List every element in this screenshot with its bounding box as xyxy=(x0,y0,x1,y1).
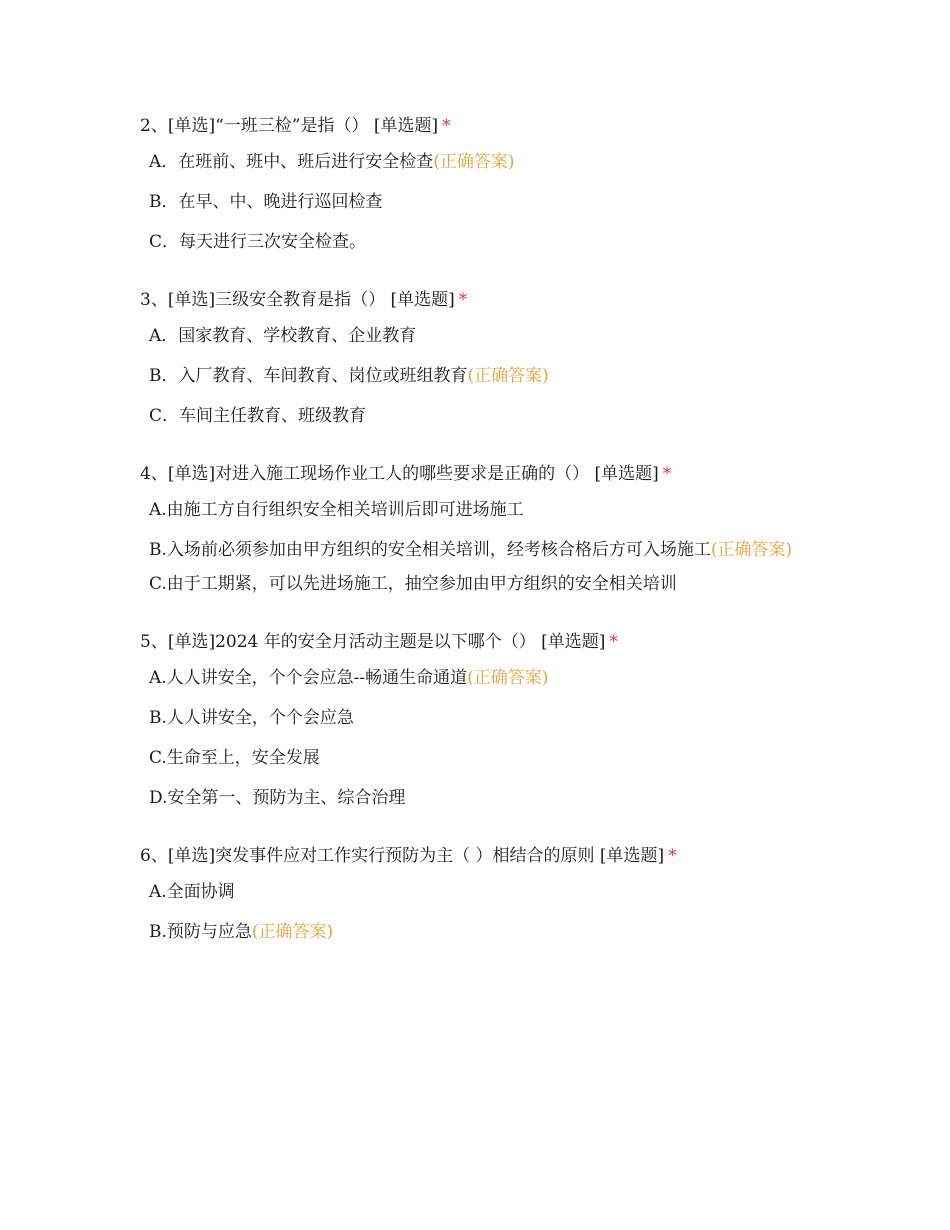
option-d xyxy=(149,785,800,811)
option-a xyxy=(149,879,800,905)
question-4 xyxy=(140,460,800,597)
required-marker: * xyxy=(458,290,468,310)
required-marker: * xyxy=(668,846,677,866)
question-2 xyxy=(140,112,800,255)
options-list xyxy=(140,149,800,255)
options-list xyxy=(140,665,800,811)
correct-answer-tag: (正确答案) xyxy=(710,540,793,560)
option-text: D.安全第一、预防为主、综合治理 xyxy=(149,788,406,808)
question-title-text: 3、[单选]三级安全教育是指（） [单选题] xyxy=(140,290,455,310)
required-marker: * xyxy=(662,464,672,484)
question-title-text: 5、[单选]2024 年的安全月活动主题是以下哪个（） [单选题] xyxy=(140,632,606,652)
option-text: C．车间主任教育、班级教育 xyxy=(149,406,367,426)
option-text: B.人人讲安全，个个会应急 xyxy=(149,708,354,728)
required-marker: * xyxy=(609,632,618,652)
option-c xyxy=(149,571,800,597)
option-text: C．每天进行三次安全检查。 xyxy=(149,232,367,252)
question-title-text: 6、[单选]突发事件应对工作实行预防为主（ ）相结合的原则 [单选题] xyxy=(140,846,665,866)
option-a xyxy=(149,149,800,175)
question-6 xyxy=(140,842,800,945)
option-a xyxy=(149,323,800,349)
question-title xyxy=(140,286,800,314)
correct-answer-tag: (正确答案) xyxy=(467,668,549,688)
correct-answer-tag: (正确答案) xyxy=(251,922,334,942)
option-text: A.人人讲安全，个个会应急--畅通生命通道 xyxy=(149,668,468,688)
option-a xyxy=(149,665,800,691)
option-b xyxy=(149,919,800,945)
option-text: B．在早、中、晚进行巡回检查 xyxy=(149,192,383,212)
correct-answer-tag: (正确答案) xyxy=(467,366,549,386)
option-c xyxy=(149,403,800,429)
option-b xyxy=(149,363,800,389)
option-b xyxy=(149,537,800,563)
option-text: B．入厂教育、车间教育、岗位或班组教育 xyxy=(149,366,468,386)
option-text: B.预防与应急 xyxy=(149,922,252,942)
question-title-text: 2、[单选]“一班三检”是指（） [单选题] xyxy=(140,116,439,136)
option-text: B.入场前必须参加由甲方组织的安全相关培训，经考核合格后方可入场施工 xyxy=(149,540,711,560)
option-text: C.生命至上，安全发展 xyxy=(149,748,320,768)
question-5 xyxy=(140,628,800,811)
correct-answer-tag: (正确答案) xyxy=(433,152,515,172)
option-text: A．国家教育、学校教育、企业教育 xyxy=(149,326,417,346)
question-title xyxy=(140,460,800,488)
required-marker: * xyxy=(442,116,451,136)
option-a xyxy=(149,497,800,523)
options-list xyxy=(140,323,800,429)
option-text: A．在班前、班中、班后进行安全检查 xyxy=(149,152,434,172)
option-c xyxy=(149,229,800,255)
option-c xyxy=(149,745,800,771)
option-text: A.全面协调 xyxy=(149,882,235,902)
options-list xyxy=(140,879,800,945)
question-title xyxy=(140,628,800,656)
option-text: C.由于工期紧，可以先进场施工，抽空参加由甲方组织的安全相关培训 xyxy=(149,574,677,594)
question-title xyxy=(140,112,800,140)
option-b xyxy=(149,189,800,215)
option-text: A.由施工方自行组织安全相关培训后即可进场施工 xyxy=(149,500,524,520)
option-b xyxy=(149,705,800,731)
question-3 xyxy=(140,286,800,429)
question-title-text: 4、[单选]对进入施工现场作业工人的哪些要求是正确的（） [单选题] xyxy=(140,464,659,484)
options-list xyxy=(140,497,800,597)
question-title xyxy=(140,842,800,870)
